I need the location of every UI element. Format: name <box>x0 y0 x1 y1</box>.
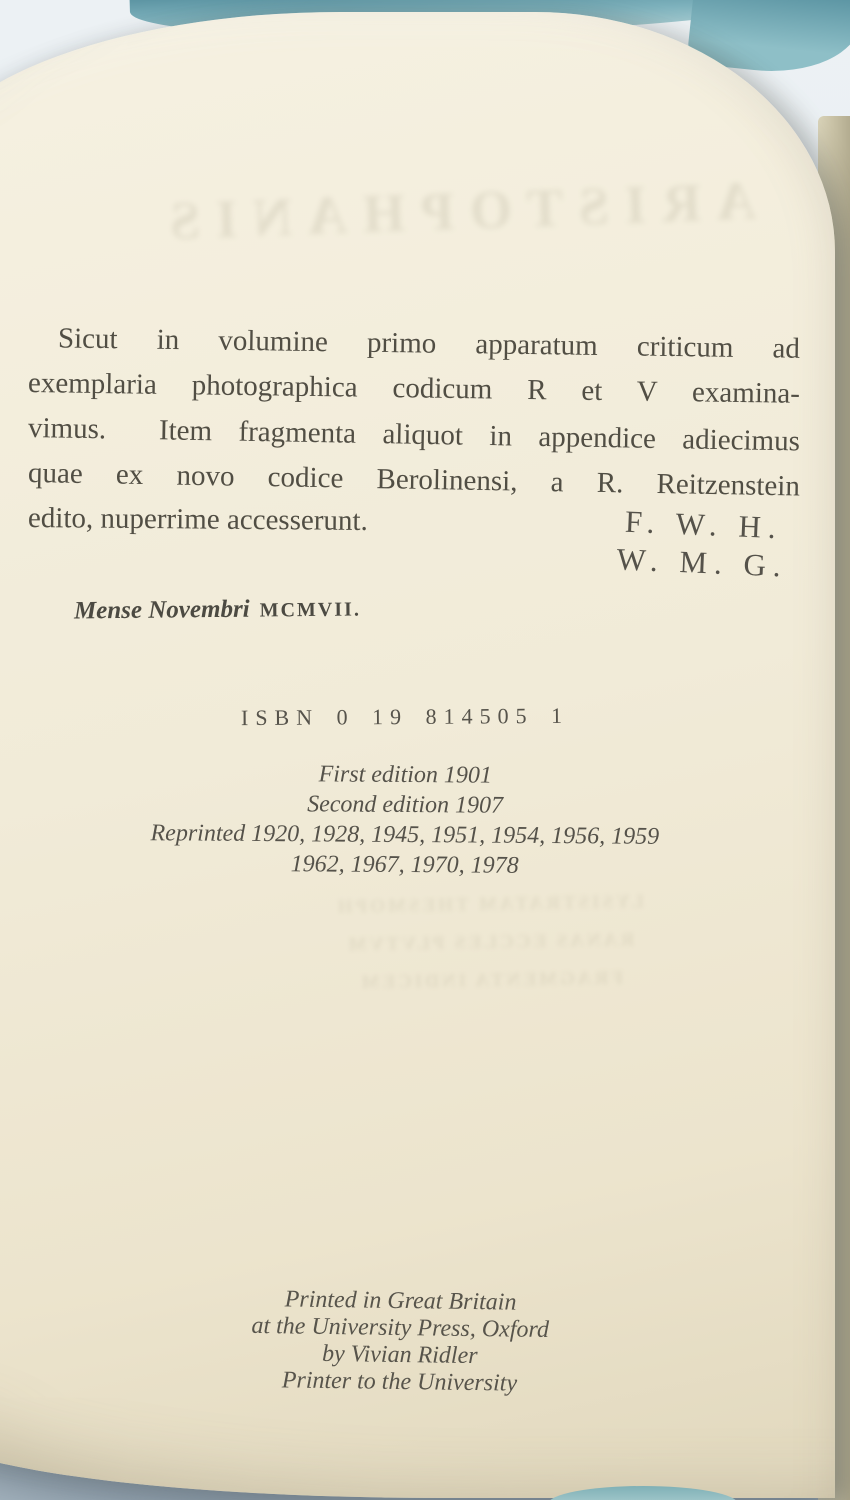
latin-note-line: Sicut in volumine primo apparatum criticum ad <box>57 322 801 365</box>
edition-line: First edition 1901 <box>318 761 493 789</box>
printer-imprint <box>94 1284 705 1401</box>
initials-line-fwh: F. W. H. <box>624 503 784 546</box>
dateline-italic: Mense Novembri <box>73 595 250 625</box>
latin-note-line: vimus. Item fragmenta aliquot in appendice adiecimus <box>27 412 801 458</box>
dateline-roman-numerals: MCMVII. <box>259 598 362 622</box>
dateline <box>74 594 361 625</box>
imprint-line: at the University Press, Oxford <box>251 1312 550 1344</box>
imprint-line: Printed in Great Britain <box>284 1286 517 1316</box>
initials-line-wmg: W. M. G. <box>616 541 789 584</box>
book-page <box>0 12 835 1498</box>
edition-history <box>55 758 756 883</box>
editor-initials <box>606 502 799 586</box>
edition-line: Second edition 1907 <box>307 791 504 819</box>
imprint-line: Printer to the University <box>281 1367 518 1397</box>
edition-line: Reprinted 1920, 1928, 1945, 1951, 1954, 1956, 1959 <box>150 820 660 850</box>
isbn-line: ISBN 0 19 814505 1 <box>240 702 570 731</box>
edition-line: 1962, 1967, 1970, 1978 <box>290 851 519 879</box>
latin-note-line: quae ex novo codice Berolinensi, a R. Reitzenstein <box>27 457 801 503</box>
imprint-line: by Vivian Ridler <box>321 1340 478 1370</box>
latin-note-line: exemplaria photographica codicum R et V examina- <box>27 367 801 410</box>
latin-note-line: edito, nuperrime accesserunt. <box>27 502 368 537</box>
